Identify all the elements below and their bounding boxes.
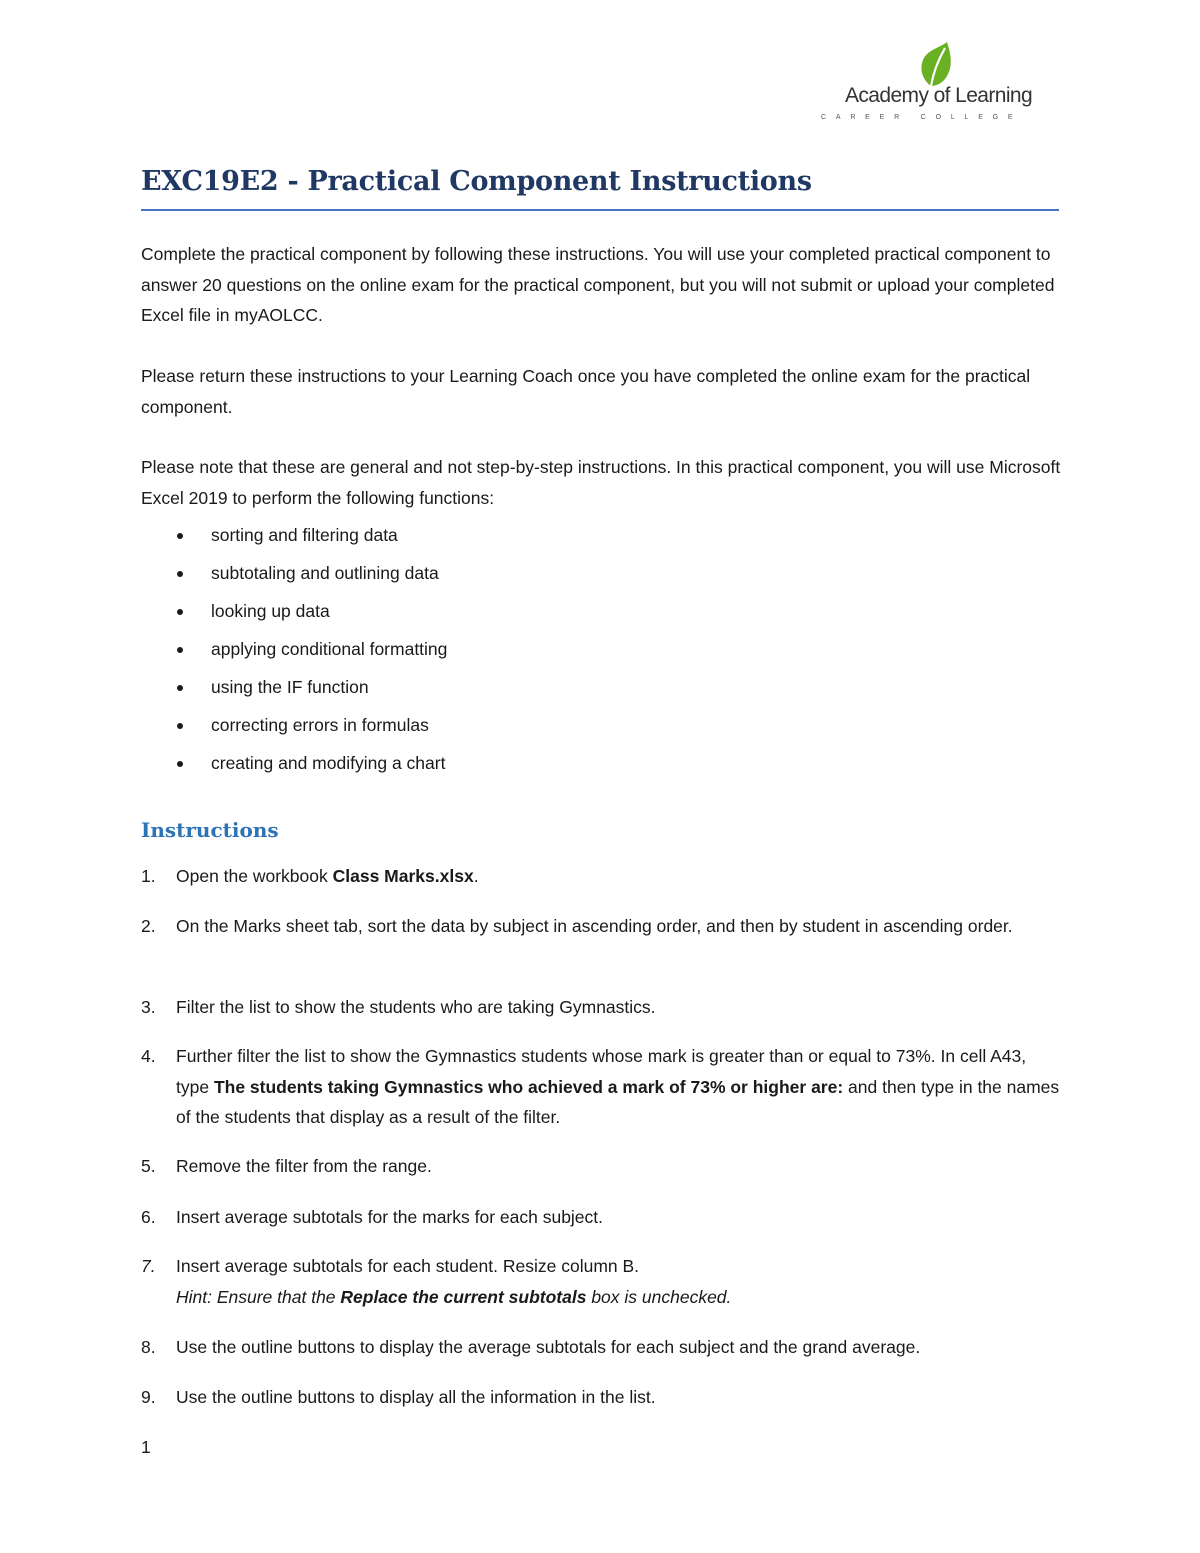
step-text: Filter the list to show the students who are taking Gymnastics.	[176, 997, 656, 1017]
intro-paragraph-2: Please return these instructions to your Learning Coach once you have completed the online exam for the practical component.	[141, 366, 1031, 417]
bullet-icon	[177, 533, 183, 539]
instruction-step-2	[141, 911, 1061, 942]
step-number: 8.	[141, 1337, 156, 1357]
leaf-icon	[917, 40, 957, 88]
step-text	[176, 1041, 1061, 1133]
instruction-step-8	[141, 1332, 1061, 1363]
hint-text	[176, 1282, 1061, 1313]
step-number: 4.	[141, 1046, 156, 1066]
bullet-icon	[177, 723, 183, 729]
list-item	[141, 748, 1041, 786]
instruction-step-4	[141, 1041, 1061, 1133]
list-item-text: correcting errors in formulas	[211, 715, 429, 735]
instruction-step-1	[141, 861, 1061, 892]
hint-part: Hint: Ensure that the	[176, 1286, 341, 1307]
typed-text: The students taking Gymnastics who achieved a mark of 73% or higher are:	[213, 1076, 844, 1097]
step-text-part: Open the workbook	[176, 866, 333, 886]
list-item	[141, 634, 1041, 672]
step-number: 9.	[141, 1387, 156, 1407]
list-item-text: using the IF function	[211, 677, 369, 697]
list-item	[141, 520, 1041, 558]
logo-tagline: CAREER COLLEGE	[821, 114, 1023, 121]
bullet-icon	[177, 761, 183, 767]
list-item	[141, 596, 1041, 634]
step-text-part: Insert average subtotals for each student. Resize column B.	[176, 1256, 640, 1276]
step-number: 5.	[141, 1156, 156, 1176]
intro-paragraph-3: Please note that these are general and not step-by-step instructions. In this practical component, you will use Microsoft Excel 2019 to perform the following functions:	[141, 457, 1061, 508]
intro-paragraph-1: Complete the practical component by following these instructions. You will use your completed practical component to answer 20 questions on the online exam for the practical component, but you will not submit or upload your completed Excel file in myAOLCC.	[141, 244, 1055, 325]
list-item	[141, 672, 1041, 710]
list-item-text: sorting and filtering data	[211, 525, 398, 545]
step-text	[176, 1251, 1061, 1312]
list-item-text: creating and modifying a chart	[211, 753, 446, 773]
document-title: EXC19E2 - Practical Component Instructions	[141, 166, 812, 197]
page-number: 1	[141, 1437, 151, 1457]
step-text: Remove the filter from the range.	[176, 1156, 432, 1176]
step-text-part: Further filter the list to show the Gymnastics students whose mark is greater than or equal to 73%. In cell A43, type	[176, 1046, 1027, 1097]
step-text-part: .	[473, 866, 479, 886]
hint-part: box is unchecked.	[586, 1286, 732, 1307]
instruction-step-7	[141, 1251, 1061, 1312]
file-name: Class Marks.xlsx	[332, 866, 474, 886]
instruction-step-3	[141, 992, 1061, 1023]
list-item	[141, 710, 1041, 748]
step-text: Use the outline buttons to display the average subtotals for each subject and the grand average.	[176, 1337, 921, 1357]
logo-name: Academy of Learning	[845, 84, 1033, 107]
step-text: Insert average subtotals for the marks for each subject.	[176, 1207, 604, 1227]
bullet-icon	[177, 685, 183, 691]
title-underline	[141, 209, 1059, 211]
instruction-step-5	[141, 1151, 1061, 1182]
step-number: 2.	[141, 916, 156, 936]
step-number: 6.	[141, 1207, 156, 1227]
instruction-step-6	[141, 1202, 1061, 1233]
step-text	[176, 861, 1061, 892]
step-number: 7.	[141, 1256, 156, 1276]
step-text: On the Marks sheet tab, sort the data by subject in ascending order, and then by student in ascending order.	[176, 916, 1013, 936]
bullet-icon	[177, 571, 183, 577]
list-item-text: applying conditional formatting	[211, 639, 448, 659]
list-item-text: subtotaling and outlining data	[211, 563, 439, 583]
option-name: Replace the current subtotals	[340, 1286, 587, 1307]
instruction-step-9	[141, 1382, 1061, 1413]
step-text: Use the outline buttons to display all the information in the list.	[176, 1387, 656, 1407]
functions-list	[141, 520, 1041, 786]
step-text-part: and then type in the names of the students that display as a result of the filter.	[176, 1076, 1060, 1127]
step-number: 3.	[141, 997, 156, 1017]
list-item	[141, 558, 1041, 596]
instructions-heading: Instructions	[141, 818, 279, 842]
list-item-text: looking up data	[211, 601, 330, 621]
academy-of-learning-logo	[821, 40, 1060, 130]
step-number: 1.	[141, 866, 156, 886]
bullet-icon	[177, 647, 183, 653]
bullet-icon	[177, 609, 183, 615]
